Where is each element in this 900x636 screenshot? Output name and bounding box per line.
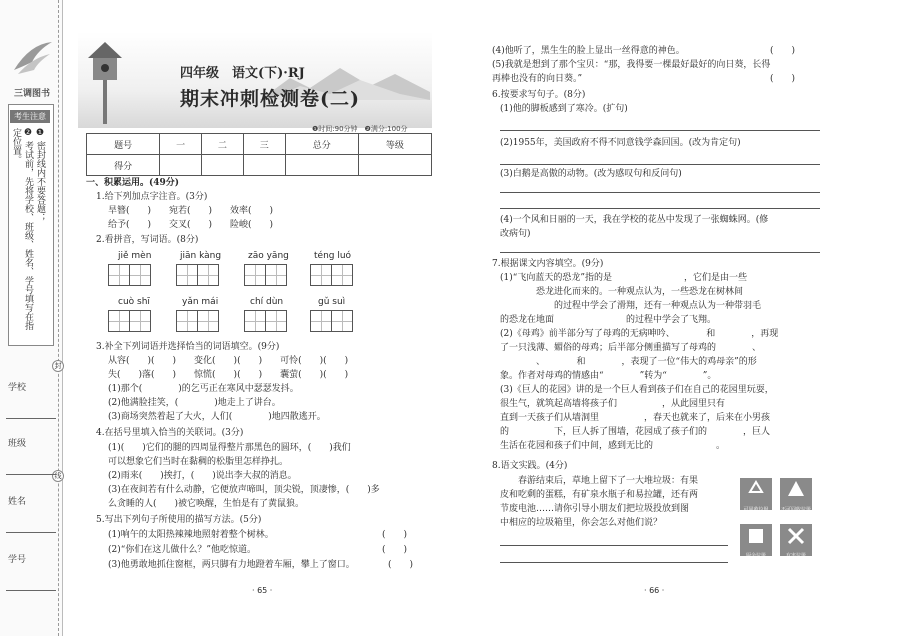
question-7-line-1: (1)“飞向蓝天的恐龙”指的是 ，它们是由一些 bbox=[500, 273, 747, 283]
hazardous-icon bbox=[780, 524, 812, 548]
question-7-line-13: 生活在花园和孩子们中间，感到无比的 。 bbox=[500, 441, 726, 451]
seal-cut-line bbox=[58, 0, 59, 636]
score-cell: 一 bbox=[160, 134, 202, 155]
answer-line[interactable] bbox=[500, 252, 820, 253]
exam-notice-1: ❶ 密封线内不要答题； bbox=[35, 128, 45, 222]
char-grid[interactable] bbox=[108, 310, 150, 332]
answer-line[interactable] bbox=[500, 164, 820, 165]
question-4-sentence-3b: 么贪睡的人( )被它唤醒，生怕是有了黄鼠狼。 bbox=[108, 499, 305, 509]
question-4-sentence-1a: (1)( )它们的腿的四周显得整片那黑色的圆环，( )我们 bbox=[108, 443, 351, 453]
score-cell: 得分 bbox=[87, 155, 160, 176]
score-input-cell[interactable] bbox=[358, 155, 431, 176]
question-8-line-4: 中相应的垃圾箱里，你会怎么对他们说？ bbox=[500, 518, 663, 528]
score-input-cell[interactable] bbox=[160, 155, 202, 176]
pinyin-label: cuò shī bbox=[118, 297, 150, 307]
question-6-sentence-2: (2)1955年，美国政府不得不同意钱学森回国。(改为肯定句) bbox=[500, 138, 741, 148]
bin-label: 不可回收垃圾 bbox=[780, 507, 811, 513]
answer-paren[interactable]: ( ) bbox=[770, 46, 796, 56]
question-8: 8.语文实践。(4分) bbox=[492, 461, 568, 471]
exam-notice-title: 考生注意 bbox=[10, 110, 50, 123]
question-7-line-7: 、 和 ，表现了一位“伟大的鸡母亲”的形 bbox=[500, 357, 757, 367]
question-1-row-1: 旱簪( ) 宛若( ) 效率( ) bbox=[108, 206, 274, 216]
pinyin-label: gǔ suì bbox=[318, 297, 346, 307]
recyclable-bin[interactable] bbox=[740, 478, 772, 513]
answer-line[interactable] bbox=[500, 562, 728, 563]
non-recyclable-bin[interactable] bbox=[780, 478, 812, 513]
question-7-line-6: 了一只浅薄、媚俗的母鸡；后半部分侧重描写了母鸡的 、 bbox=[500, 343, 762, 353]
question-1: 1.给下列加点字注音。(3分) bbox=[96, 192, 208, 202]
char-grid[interactable] bbox=[310, 310, 352, 332]
birdhouse-icon bbox=[84, 36, 126, 126]
question-3: 3.补全下列词语并选择恰当的词语填空。(9分) bbox=[96, 342, 280, 352]
grade-subject: 四年级 语文(下)·RJ bbox=[180, 66, 305, 81]
answer-line[interactable] bbox=[500, 208, 820, 209]
score-cell: 总分 bbox=[285, 134, 358, 155]
question-7-line-9: (3)《巨人的花园》讲的是一个巨人看到孩子们在自己的花园里玩耍， bbox=[500, 385, 774, 395]
char-grid[interactable] bbox=[310, 264, 352, 286]
score-table bbox=[86, 133, 432, 176]
student-number-label: 学号 bbox=[8, 555, 27, 565]
score-cell: 等级 bbox=[358, 134, 431, 155]
question-7-line-4: 的恐龙在地面 的过程中学会了飞翔。 bbox=[500, 315, 717, 325]
question-5-sentence-1: (1)响午的太阳热辣辣地照射着整个树林。 bbox=[108, 530, 274, 540]
score-cell: 题号 bbox=[87, 134, 160, 155]
kitchen-waste-icon bbox=[740, 524, 772, 548]
student-number-input-line[interactable] bbox=[6, 590, 56, 591]
question-8-line-2: 皮和吃剩的蛋糕，有矿泉水瓶子和易拉罐，还有两 bbox=[500, 490, 699, 500]
question-5: 5.写出下列句子所使用的描写方法。(5分) bbox=[96, 515, 262, 525]
page-number-left: · 65 · bbox=[252, 586, 273, 595]
question-1-row-2: 给予( ) 交叉( ) 险峻( ) bbox=[108, 220, 274, 230]
question-4-sentence-3a: (3)在夜间若有什么动静，它便放声啼叫，顶尖锐，顶凄惨，( )多 bbox=[108, 485, 380, 495]
question-4: 4.在括号里填入恰当的关联词。(3分) bbox=[96, 428, 244, 438]
question-4-sentence-1b: 可以想象它们当时在黏稠的松脂里怎样挣扎。 bbox=[108, 457, 289, 467]
hazardous-waste-bin[interactable] bbox=[780, 524, 812, 559]
char-grid[interactable] bbox=[176, 310, 218, 332]
question-4-sentence-2: (2)雨来( )挨打，( )说出李大叔的消息。 bbox=[108, 471, 297, 481]
pinyin-label: chí dùn bbox=[250, 297, 284, 307]
score-input-cell[interactable] bbox=[285, 155, 358, 176]
section-1-heading: 一、积累运用。(49分) bbox=[86, 178, 180, 188]
line-mark: 线 bbox=[52, 470, 64, 482]
char-grid[interactable] bbox=[244, 264, 286, 286]
question-7-line-2: 恐龙进化而来的。一种观点认为，一些恐龙在树林间 bbox=[500, 287, 744, 297]
score-table-header-row bbox=[87, 134, 432, 155]
question-6: 6.按要求写句子。(8分) bbox=[492, 90, 586, 100]
pinyin-label: yǎn mái bbox=[182, 297, 219, 307]
answer-paren[interactable]: ( ) bbox=[388, 560, 414, 570]
question-5-sentence-4: (4)他听了，黑生生的脸上显出一丝得意的神色。 bbox=[492, 46, 685, 56]
pinyin-label: téng luó bbox=[314, 251, 352, 261]
class-input-line[interactable] bbox=[6, 474, 56, 475]
question-7-line-8: 象。作者对母鸡的情感由“ ”转为“ ”。 bbox=[500, 371, 717, 381]
question-5-sentence-5a: (5)我就是想到了那个宝贝：“那，我得要一棵最好最好的向日葵，长得 bbox=[492, 60, 771, 70]
question-5-sentence-5b: 再棒也没有的向日葵。” bbox=[492, 74, 583, 84]
answer-paren[interactable]: ( ) bbox=[382, 530, 408, 540]
class-label: 班级 bbox=[8, 439, 27, 449]
score-table-score-row bbox=[87, 155, 432, 176]
pinyin-label: zāo yāng bbox=[248, 251, 289, 261]
question-6-sentence-1: (1)他的脚板感到了寒冷。(扩句) bbox=[500, 104, 628, 114]
question-7-line-10: 很生气，就筑起高墙将孩子们 ，从此园里只有 bbox=[500, 399, 762, 409]
char-grid[interactable] bbox=[244, 310, 286, 332]
publisher-name: 三调图书 bbox=[13, 89, 50, 99]
pinyin-label: jiě mèn bbox=[118, 251, 152, 261]
publisher-logo-icon bbox=[10, 40, 54, 80]
question-6-sentence-3: (3)白鹅是高傲的动物。(改为感叹句和反问句) bbox=[500, 169, 682, 179]
name-label: 姓名 bbox=[8, 497, 27, 507]
page-number-right: · 66 · bbox=[644, 586, 665, 595]
score-input-cell[interactable] bbox=[243, 155, 285, 176]
bin-label: 有害垃圾 bbox=[785, 553, 806, 559]
question-5-sentence-3: (3)他勇敢地抓住窗框，两只脚有力地蹬着车厢，攀上了窗口。 bbox=[108, 560, 355, 570]
question-7-line-3: 的过程中学会了滑翔，还有一种观点认为一种带羽毛 bbox=[500, 301, 762, 311]
score-input-cell[interactable] bbox=[201, 155, 243, 176]
bin-label: 厨余垃圾 bbox=[745, 553, 766, 559]
question-8-line-1: 春游结束后，草地上留下了一大堆垃圾：有果 bbox=[500, 476, 699, 486]
score-cell: 二 bbox=[201, 134, 243, 155]
question-7: 7.根据课文内容填空。(9分) bbox=[492, 259, 604, 269]
question-7-line-11: 直到一天孩子们从墙洞里 ，春天也就来了，后来在小男孩 bbox=[500, 413, 771, 423]
answer-paren[interactable]: ( ) bbox=[382, 545, 408, 555]
question-3-row-2: 失( )落( ) 惊慌( )( ) 囊萤( )( ) bbox=[108, 370, 349, 380]
school-label: 学校 bbox=[8, 383, 27, 393]
recycle-icon bbox=[740, 478, 772, 502]
exam-notice-2: ❷ 考试前，先将学校、班级、姓名、学号填写在指定位置。 bbox=[11, 128, 33, 330]
kitchen-waste-bin[interactable] bbox=[740, 524, 772, 559]
bin-label: 可回收垃圾 bbox=[743, 507, 769, 513]
time-and-score: ❶时间:90分钟 ❷满分:100分 bbox=[312, 125, 408, 133]
answer-line[interactable] bbox=[500, 545, 728, 546]
question-3-sentence-2: (2)他满脸挂笑，( )地走上了讲台。 bbox=[108, 398, 281, 408]
question-7-line-5: (2)《母鸡》前半部分写了母鸡的无病呻吟、 和 ，再现 bbox=[500, 329, 779, 339]
answer-paren[interactable]: ( ) bbox=[770, 74, 796, 84]
question-8-line-3: 节废电池……请你引导小朋友们把垃圾投放到图 bbox=[500, 504, 690, 514]
question-3-sentence-1: (1)那个( )的乞丐正在寒风中瑟瑟发抖。 bbox=[108, 384, 299, 394]
score-cell: 三 bbox=[243, 134, 285, 155]
char-grid[interactable] bbox=[176, 264, 218, 286]
question-7-line-12: 的 下，巨人拆了围墙，花园成了孩子们的 ，巨人 bbox=[500, 427, 771, 437]
school-input-line[interactable] bbox=[6, 418, 56, 419]
question-3-row-1: 从容( )( ) 变化( )( ) 可怜( )( ) bbox=[108, 356, 349, 366]
question-2: 2.看拼音，写词语。(8分) bbox=[96, 235, 199, 245]
question-5-sentence-2: (2)“你们在这儿做什么？”他吃惊道。 bbox=[108, 545, 256, 555]
seal-mark: 封 bbox=[52, 360, 64, 372]
answer-line[interactable] bbox=[500, 130, 820, 131]
exam-title: 期末冲刺检测卷(二) bbox=[180, 88, 360, 110]
char-grid[interactable] bbox=[108, 264, 150, 286]
pinyin-label: jiān kàng bbox=[180, 251, 222, 261]
answer-line[interactable] bbox=[500, 192, 820, 193]
question-6-sentence-4a: (4)一个风和日丽的一天，我在学校的花丛中发现了一张蜘蛛网。(修 bbox=[500, 215, 769, 225]
question-6-sentence-4b: 改病句) bbox=[500, 229, 531, 239]
name-input-line[interactable] bbox=[6, 532, 56, 533]
question-3-sentence-3: (3)商场突然着起了大火，人们( )地四散逃开。 bbox=[108, 412, 326, 422]
non-recyclable-icon bbox=[780, 478, 812, 502]
